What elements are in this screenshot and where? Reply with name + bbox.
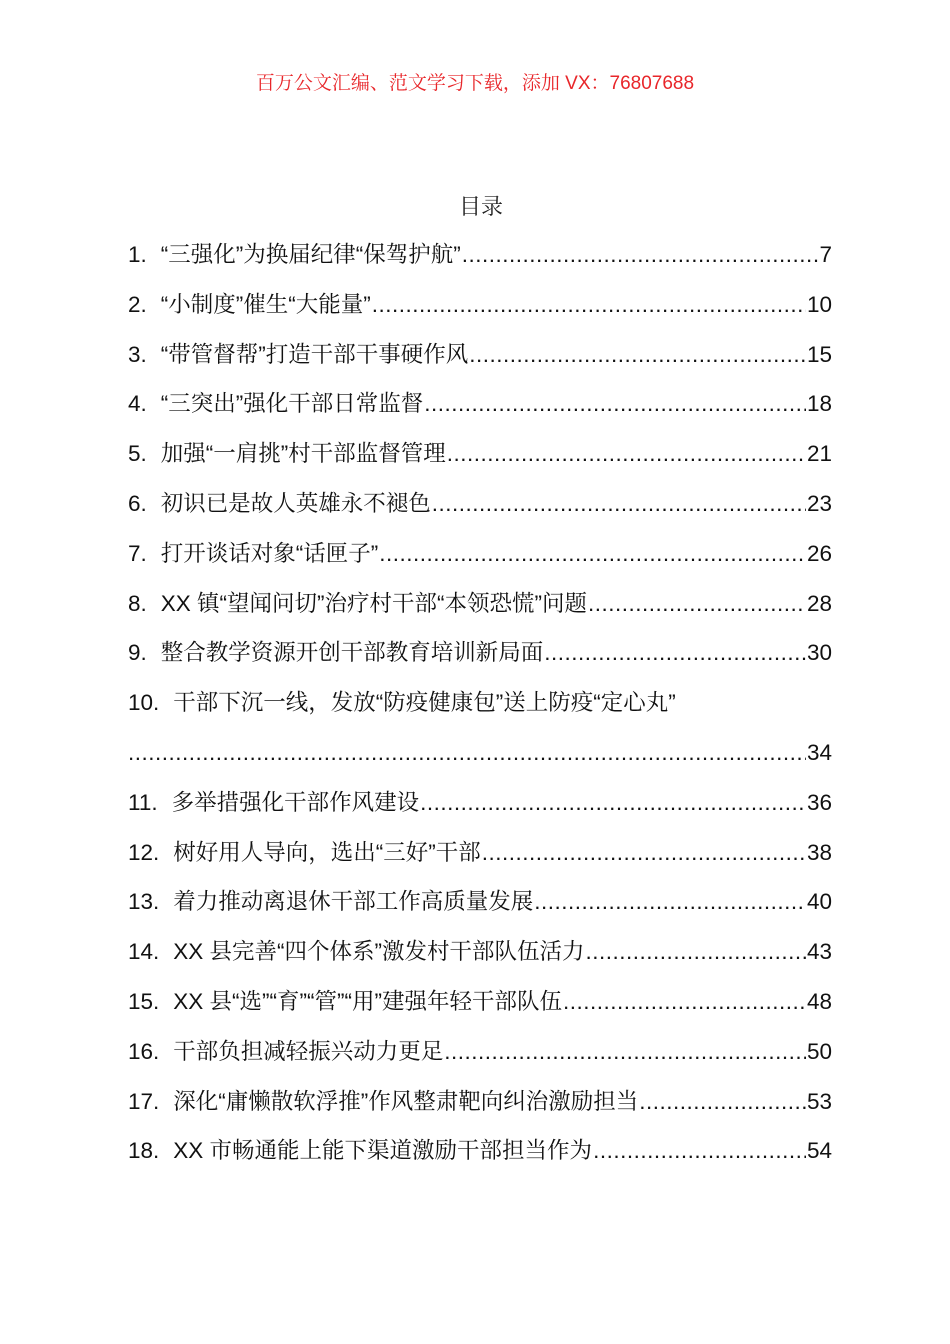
toc-dot-leader xyxy=(379,529,806,579)
toc-entry-title: “三突出”强化干部日常监督 xyxy=(160,391,424,417)
toc-entry-number: 3. xyxy=(128,341,147,367)
toc-entry[interactable] xyxy=(128,330,832,380)
toc-entry-page: 38 xyxy=(806,839,832,865)
toc-entry-page: 23 xyxy=(806,490,832,516)
toc-entry-number: 8. xyxy=(128,590,147,616)
toc-entry-page: 28 xyxy=(806,590,832,616)
toc-dot-leader xyxy=(593,1126,806,1176)
toc-entry-title: 打开谈话对象“话匣子” xyxy=(160,540,379,566)
toc-dot-leader xyxy=(432,479,806,529)
toc-entry-title: 加强“一肩挑”村干部监督管理 xyxy=(160,441,446,467)
toc-entry-page: 34 xyxy=(806,739,832,765)
toc-entry-title: “带管督帮”打造干部干事硬作风 xyxy=(160,341,469,367)
toc-entry-number: 18. xyxy=(128,1138,160,1164)
toc-entry-title: 多举措强化干部作风建设 xyxy=(171,789,420,815)
toc-entry[interactable] xyxy=(128,828,832,878)
toc-entry-number: 13. xyxy=(128,889,160,915)
toc-entry-continuation[interactable] xyxy=(128,728,832,778)
toc-entry[interactable] xyxy=(128,877,832,927)
toc-entry-title: XX 市畅通能上能下渠道激励干部担当作为 xyxy=(173,1138,593,1164)
toc-entry-page: 53 xyxy=(806,1088,832,1114)
toc-entry-page: 48 xyxy=(806,988,832,1014)
toc-dot-leader xyxy=(420,778,806,828)
toc-dot-leader xyxy=(447,429,806,479)
toc-entry-page: 7 xyxy=(819,242,832,267)
toc-entry[interactable] xyxy=(128,1126,832,1176)
toc-entry[interactable] xyxy=(128,1027,832,1077)
toc-entry-number: 5. xyxy=(128,441,147,467)
toc-entry[interactable] xyxy=(128,628,832,678)
toc-entry-page: 30 xyxy=(806,640,832,666)
toc-entry[interactable] xyxy=(128,927,832,977)
toc-entry-page: 36 xyxy=(806,789,832,815)
toc-entry-page: 15 xyxy=(806,341,832,367)
toc-entry[interactable] xyxy=(128,280,832,330)
toc-dot-leader xyxy=(424,379,806,429)
table-of-contents xyxy=(128,230,832,1176)
toc-dot-leader xyxy=(372,280,806,330)
toc-entry-number: 2. xyxy=(128,291,147,317)
toc-dot-leader xyxy=(469,330,806,380)
toc-dot-leader xyxy=(588,579,806,629)
toc-dot-leader xyxy=(534,877,806,927)
toc-entry-number: 1. xyxy=(128,242,147,267)
toc-entry-title: XX 县完善“四个体系”激发村干部队伍活力 xyxy=(173,939,585,965)
toc-entry-number: 9. xyxy=(128,640,147,666)
toc-entry-page: 43 xyxy=(806,939,832,965)
toc-entry[interactable] xyxy=(128,977,832,1027)
toc-entry-title: 树好用人导向，选出“三好”干部 xyxy=(173,839,481,865)
toc-dot-leader xyxy=(482,828,806,878)
toc-dot-leader xyxy=(586,927,806,977)
toc-entry-page: 50 xyxy=(806,1038,832,1064)
toc-entry-number: 6. xyxy=(128,490,147,516)
toc-entry-number: 4. xyxy=(128,391,147,417)
toc-entry[interactable] xyxy=(128,429,832,479)
toc-entry-title: XX 县“选”“育”“管”“用”建强年轻干部队伍 xyxy=(173,988,562,1014)
toc-entry-page: 54 xyxy=(806,1138,832,1164)
toc-entry-title: XX 镇“望闻问切”治疗村干部“本领恐慌”问题 xyxy=(160,590,588,616)
toc-entry-title: 干部下沉一线，发放“防疫健康包”送上防疫“定心丸” xyxy=(173,690,676,716)
toc-entry-number: 17. xyxy=(128,1088,160,1114)
toc-entry-title: “小制度”催生“大能量” xyxy=(160,291,371,317)
watermark-banner: 百万公文汇编、范文学习下载，添加 VX：76807688 xyxy=(255,73,695,94)
toc-entry-number: 10. xyxy=(128,690,160,716)
toc-dot-leader xyxy=(462,230,819,280)
toc-entry-number: 7. xyxy=(128,540,147,566)
toc-dot-leader xyxy=(544,628,806,678)
toc-entry-page: 26 xyxy=(806,540,832,566)
toc-entry-title: “三强化”为换届纪律“保驾护航” xyxy=(160,242,461,267)
toc-entry-title: 着力推动离退休干部工作高质量发展 xyxy=(173,889,534,915)
toc-entry-number: 16. xyxy=(128,1038,160,1064)
toc-entry[interactable] xyxy=(128,778,832,828)
toc-entry[interactable] xyxy=(128,529,832,579)
toc-entry[interactable] xyxy=(128,379,832,429)
toc-entry-page: 40 xyxy=(806,889,832,915)
toc-entry-number: 15. xyxy=(128,988,160,1014)
toc-entry-page: 21 xyxy=(806,441,832,467)
toc-dot-leader xyxy=(563,977,806,1027)
toc-entry[interactable] xyxy=(128,579,832,629)
toc-dot-leader xyxy=(639,1077,806,1127)
toc-entry[interactable] xyxy=(128,678,832,728)
toc-entry-number: 14. xyxy=(128,939,160,965)
toc-dot-leader xyxy=(128,728,806,778)
toc-entry-title: 深化“庸懒散软浮推”作风整肃靶向纠治激励担当 xyxy=(173,1088,639,1114)
toc-entry-title: 整合教学资源开创干部教育培训新局面 xyxy=(160,640,544,666)
toc-entry-page: 10 xyxy=(806,291,832,317)
toc-entry[interactable] xyxy=(128,230,832,280)
toc-entry-number: 12. xyxy=(128,839,160,865)
toc-entry-title: 初识已是故人英雄永不褪色 xyxy=(160,490,431,516)
toc-entry-page: 18 xyxy=(806,391,832,417)
toc-entry[interactable] xyxy=(128,479,832,529)
toc-title: 目录 xyxy=(458,195,503,220)
toc-dot-leader xyxy=(444,1027,806,1077)
toc-entry-number: 11. xyxy=(128,789,158,815)
toc-entry-title: 干部负担减轻振兴动力更足 xyxy=(173,1038,444,1064)
toc-entry[interactable] xyxy=(128,1077,832,1127)
